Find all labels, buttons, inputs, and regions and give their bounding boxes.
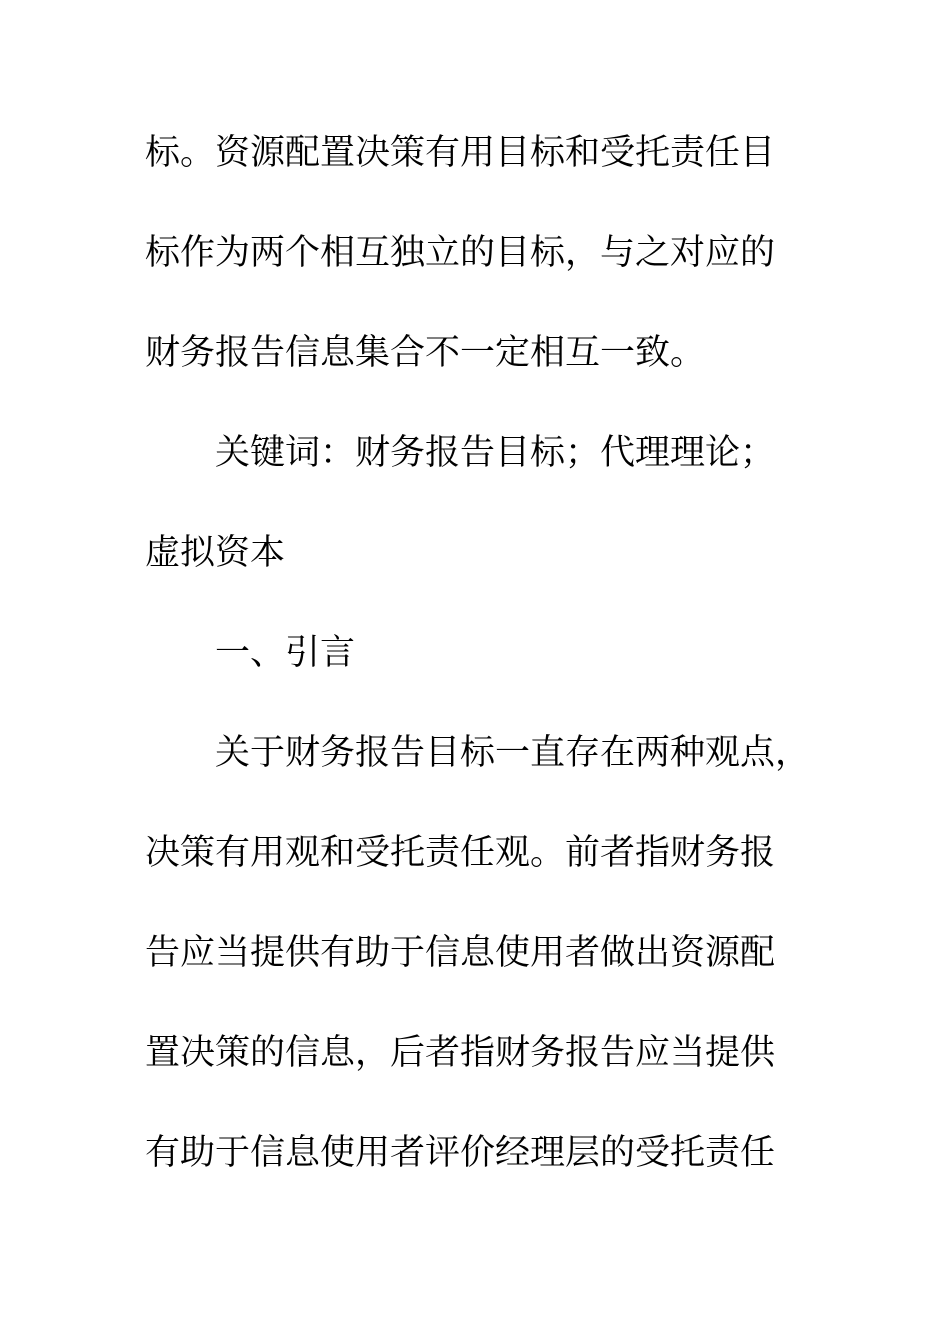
section-heading: 一、引言	[215, 633, 356, 673]
text-line-3: 财务报告信息集合不一定相互一致。	[145, 333, 706, 373]
text-line-10: 置决策的信息，后者指财务报告应当提供	[145, 1033, 776, 1073]
text-line-2: 标作为两个相互独立的目标，与之对应的	[145, 233, 776, 273]
text-line-1: 标。资源配置决策有用目标和受托责任目	[145, 133, 776, 173]
keywords-line: 关键词：财务报告目标；代理理论；	[215, 433, 776, 473]
keywords-continuation: 虚拟资本	[145, 533, 286, 573]
text-line-8: 决策有用观和受托责任观。前者指财务报	[145, 833, 776, 873]
text-line-9: 告应当提供有助于信息使用者做出资源配	[145, 933, 776, 973]
text-line-11: 有助于信息使用者评价经理层的受托责任	[145, 1133, 776, 1173]
text-line-7: 关于财务报告目标一直存在两种观点，	[215, 733, 811, 773]
